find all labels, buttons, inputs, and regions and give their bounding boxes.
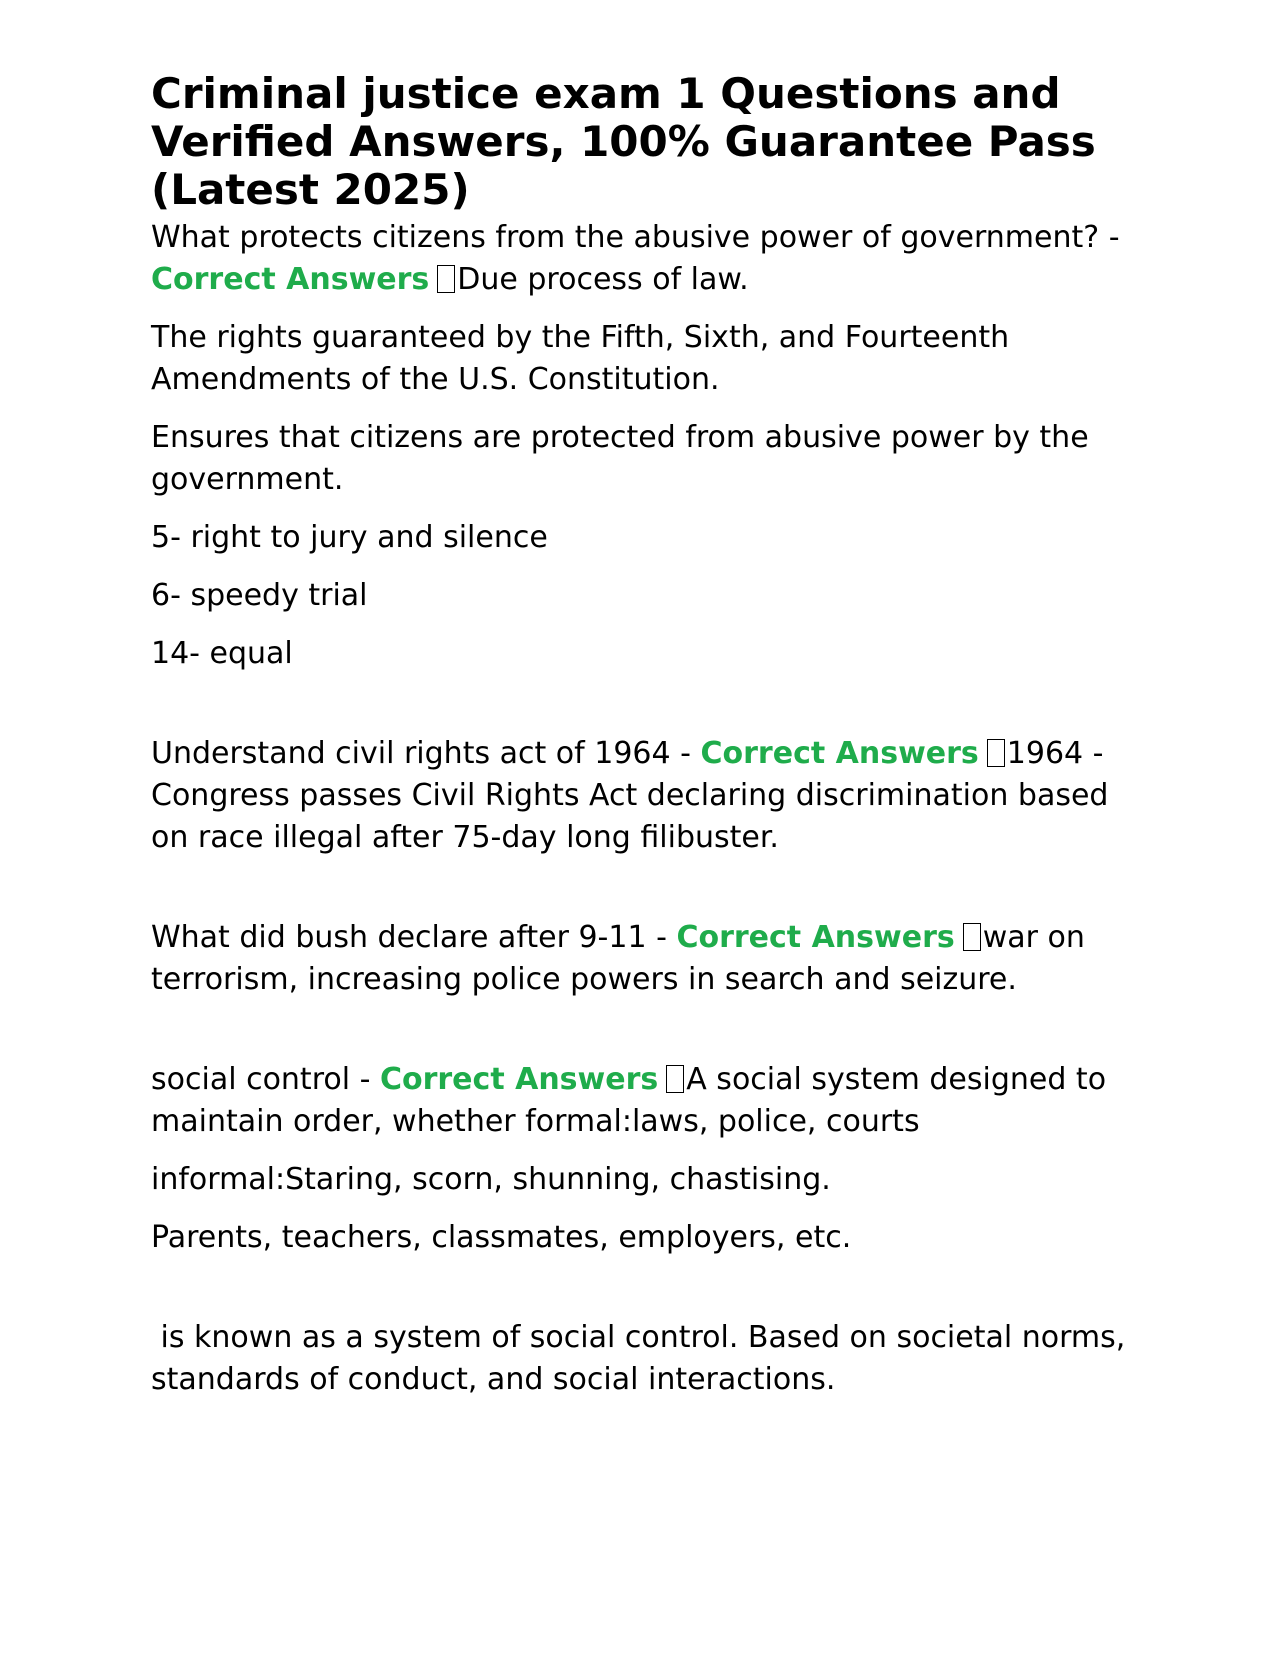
question-text: What protects citizens from the abusive power of government? - (151, 220, 1120, 255)
answer-detail: 6- speedy trial (151, 578, 368, 613)
document-title: Criminal justice exam 1 Questions and Verified Answers, 100% Guarantee Pass (Latest 2025) (151, 69, 1096, 214)
correct-answers-label: Correct Answers (151, 262, 430, 297)
answer-detail: informal:Staring, scorn, shunning, chastising. (151, 1162, 831, 1197)
qa-item-4 (151, 1059, 1141, 1143)
qa-item-3 (151, 917, 1141, 1001)
answer-text: war on terrorism, increasing police powers in search and seizure. (151, 920, 1085, 997)
answer-detail: Parents, teachers, classmates, employers, etc. (151, 1220, 852, 1255)
answer-detail: 5- right to jury and silence (151, 520, 548, 555)
answer-detail: The rights guaranteed by the Fifth, Sixth, and Fourteenth Amendments of the U.S. Constitution. (151, 320, 1010, 397)
missing-glyph-icon (987, 739, 1005, 767)
correct-answers-label: Correct Answers (700, 736, 979, 771)
trailing-paragraph: is known as a system of social control. Based on societal norms, standards of conduct, and social interactions. (151, 1320, 1135, 1397)
question-text: Understand civil rights act of 1964 - (151, 736, 701, 771)
answer-detail: 14- equal (151, 636, 293, 671)
answer-text: A social system designed to maintain order, whether formal:laws, police, courts (151, 1062, 1107, 1139)
missing-glyph-icon (437, 265, 455, 293)
answer-detail: Ensures that citizens are protected from abusive power by the government. (151, 420, 1089, 497)
missing-glyph-icon (666, 1065, 684, 1093)
answer-text: Due process of law. (457, 262, 749, 297)
qa-item-2 (151, 733, 1141, 859)
correct-answers-label: Correct Answers (379, 1062, 659, 1097)
correct-answers-label: Correct Answers (676, 920, 955, 955)
question-text: social control - (151, 1062, 380, 1097)
document-content (151, 70, 1141, 1417)
missing-glyph-icon (963, 923, 981, 951)
answer-text: 1964 - Congress passes Civil Rights Act declaring discrimination based on race illegal after 75-day long filibuster. (151, 736, 1109, 855)
question-text: What did bush declare after 9-11 - (151, 920, 677, 955)
qa-item-1 (151, 217, 1141, 301)
